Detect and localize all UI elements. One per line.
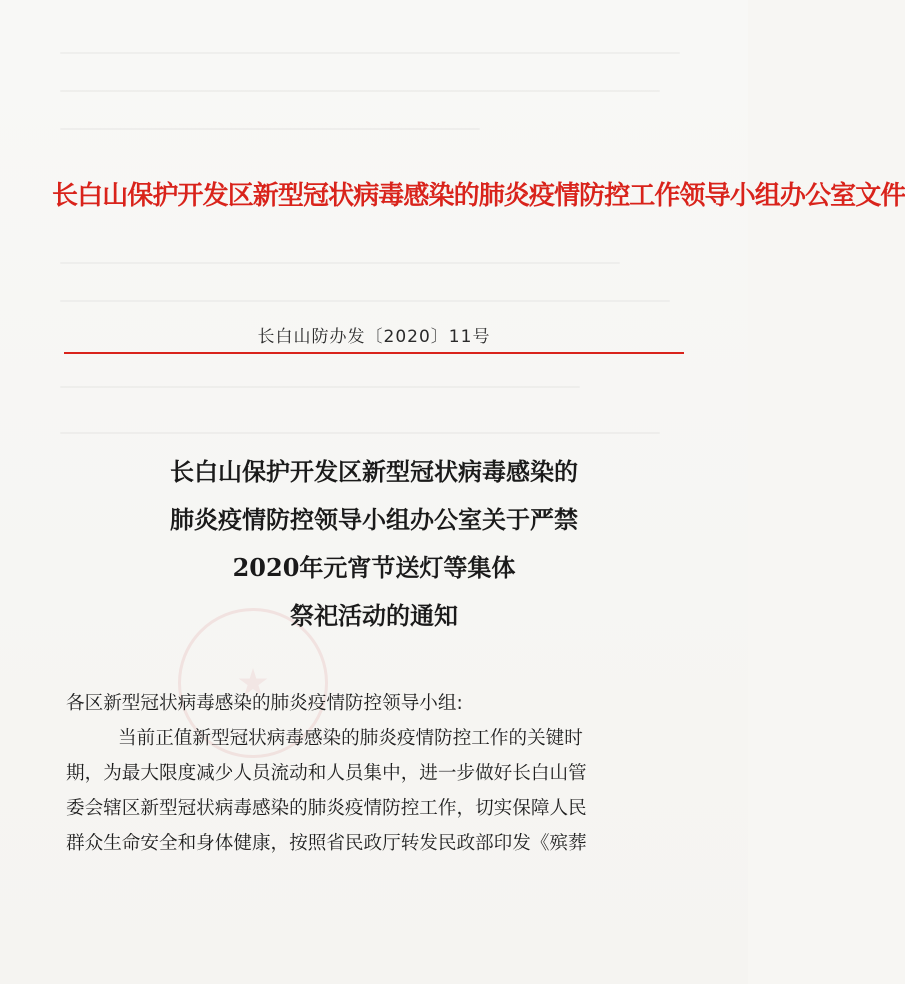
issuer-header-title: 长白山保护开发区新型冠状病毒感染的肺炎疫情防控工作领导小组办公室文件 (52, 181, 905, 211)
bleed-through-line (60, 300, 670, 302)
bleed-through-line (60, 128, 480, 130)
document-body (66, 686, 686, 861)
title-line: 肺炎疫情防控领导小组办公室关于严禁 (170, 505, 578, 534)
addressee: 各区新型冠状病毒感染的肺炎疫情防控领导小组: (66, 693, 463, 714)
title-line: 长白山保护开发区新型冠状病毒感染的 (170, 457, 578, 486)
bleed-through-line (60, 386, 580, 388)
body-line: 当前正值新型冠状病毒感染的肺炎疫情防控工作的关键时 (118, 728, 583, 749)
bleed-through-line (60, 90, 660, 92)
document-number: 长白山防办发〔2020〕11号 (257, 327, 491, 347)
bleed-through-line (60, 432, 660, 434)
title-line: 2020年元宵节送灯等集体 (232, 553, 516, 582)
body-line: 期，为最大限度减少人员流动和人员集中，进一步做好长白山管 (66, 763, 587, 784)
body-line: 委会辖区新型冠状病毒感染的肺炎疫情防控工作，切实保障人民 (66, 798, 587, 819)
bleed-through-line (60, 52, 680, 54)
body-line: 群众生命安全和身体健康，按照省民政厅转发民政部印发《殡葬 (66, 833, 587, 854)
document-title (0, 448, 748, 640)
bleed-through-line (60, 262, 620, 264)
red-divider-line (64, 352, 684, 354)
title-line: 祭祀活动的通知 (290, 601, 458, 630)
